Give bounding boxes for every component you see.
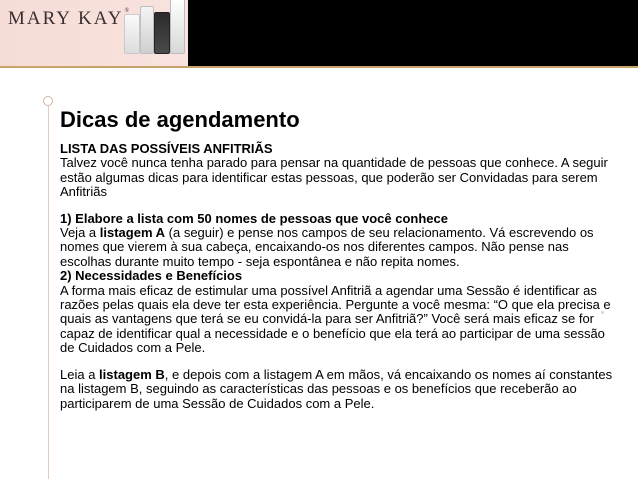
decorative-circle-icon [43,96,53,106]
product-bottle [154,12,170,54]
step1-paragraph [60,226,620,269]
step1-text-post: (a seguir) e pense nos campos de seu relacionamento. Vá escrevendo os nomes que vierem à sua cabeça, encaixando-os nos diferentes campos. Não pense nas escolhas durante muito tempo - seja espontânea e não repita nomes. [60,225,594,269]
slide-content [60,106,620,411]
step1-listagem-a: listagem A [99,225,166,241]
section-heading: LISTA DAS POSSÍVEIS ANFITRIÃS [60,141,273,156]
final-text-pre: Leia a [60,366,100,382]
final-paragraph [60,368,620,411]
product-bottles-image [120,0,188,66]
trademark-symbol: ® [124,8,129,14]
step2-heading: 2) Necessidades e Benefícios [60,268,243,284]
brand-name: MARY KAY [8,8,124,29]
final-text-post: , e depois com a listagem A em mãos, vá encaixando os nomes aí constantes na listagem B, seguindo as características das pessoas e os benefícios que receberão ao participarem de uma Sessão de Cuidados com a Pele. [60,366,613,411]
step2-paragraph: A forma mais eficaz de estimular uma possível Anfitriã a agendar uma Sessão é identificar as razões pelas quais ela deve ter esta experiência. Pergunte a você mesma: “O que ela precisa e quais as vantagens que terá se eu convidá-la para ser Anfitriã?” Você será mais eficaz se for capaz de identificar qual a necessidade e o benefício que ela terá ao participar de uma sessão de Cuidados com a Pele. [60,282,611,356]
product-bottle [124,14,140,54]
final-listagem-b: listagem B [99,366,165,382]
slide-header [0,0,638,66]
intro-paragraph: Talvez você nunca tenha parado para pensar na quantidade de pessoas que conhece. A seguir estão algumas dicas para identificar estas pessoas, que poderão ser Convidadas para serem Anfitriãs [60,155,608,200]
step1-heading: 1) Elabore a lista com 50 nomes de pessoas que você conhece [60,210,448,226]
slide-title: Dicas de agendamento [60,107,300,132]
brand-banner [0,0,188,66]
product-bottle [170,0,185,54]
decorative-vertical-line [48,106,49,479]
step1-text-pre: Veja a [60,225,100,241]
spacer [60,200,620,212]
header-black-band [188,0,638,66]
header-divider [0,66,638,68]
product-bottle [140,6,154,54]
mary-kay-logo [8,8,129,30]
